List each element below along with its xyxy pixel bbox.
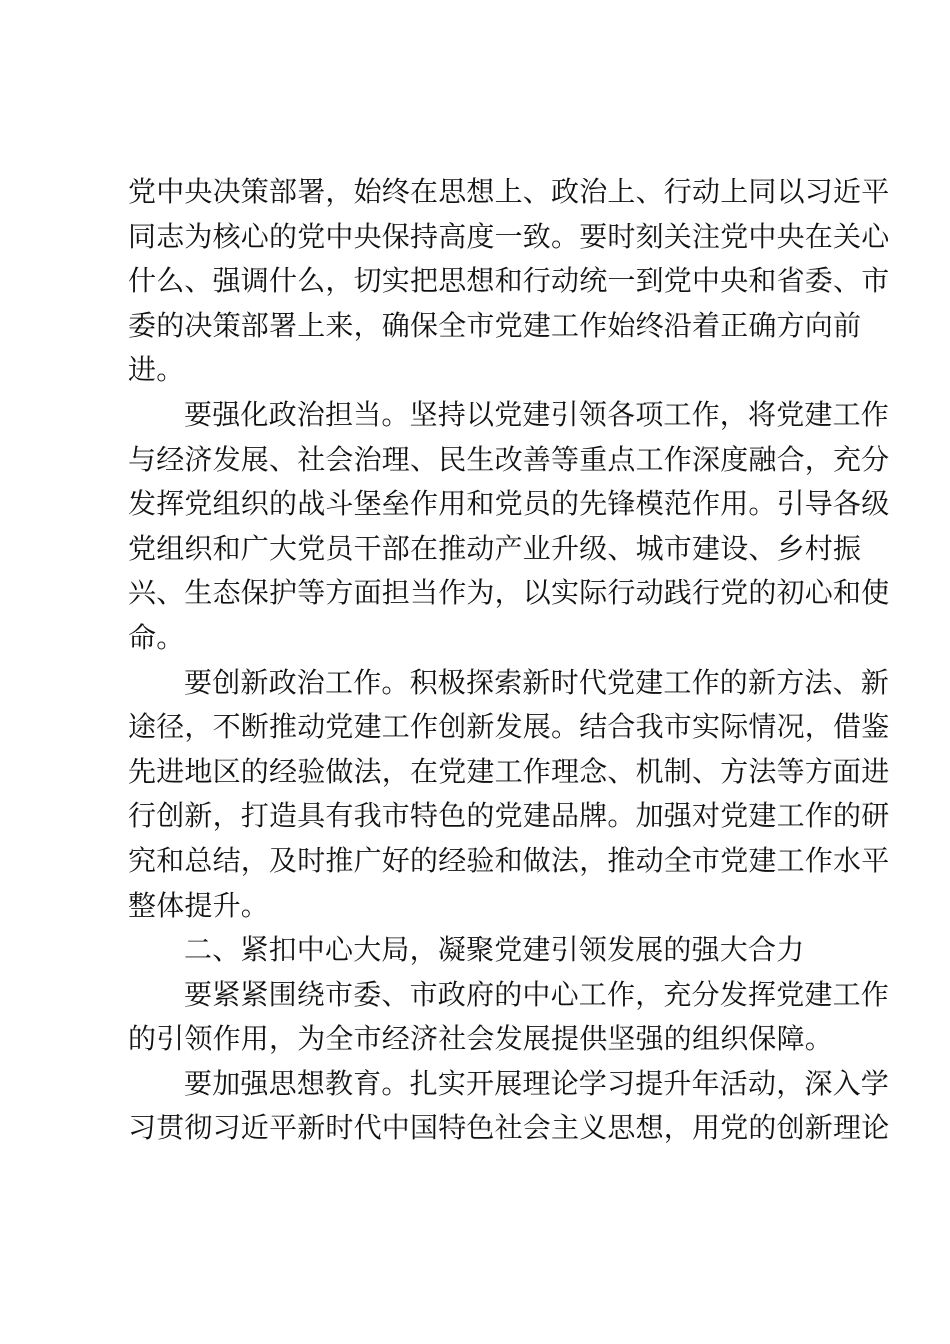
text-line: 与经济发展、社会治理、民生改善等重点工作深度融合，充分 xyxy=(128,442,890,476)
text-line: 习贯彻习近平新时代中国特色社会主义思想，用党的创新理论 xyxy=(128,1111,890,1145)
text-line: 途径，不断推动党建工作创新发展。结合我市实际情况，借鉴 xyxy=(128,710,890,744)
text-line: 兴、生态保护等方面担当作为，以实际行动践行党的初心和使 xyxy=(128,576,890,610)
paragraph-start-line: 要紧紧围绕市委、市政府的中心工作，充分发挥党建工作 xyxy=(184,977,890,1011)
paragraph-start-line: 要加强思想教育。扎实开展理论学习提升年活动，深入学 xyxy=(184,1066,890,1100)
text-line: 党组织和广大党员干部在推动产业升级、城市建设、乡村振 xyxy=(128,531,862,565)
text-line: 发挥党组织的战斗堡垒作用和党员的先锋模范作用。引导各级 xyxy=(128,487,890,521)
text-line: 委的决策部署上来，确保全市党建工作始终沿着正确方向前 xyxy=(128,308,862,342)
text-line: 整体提升。 xyxy=(128,888,270,922)
text-line: 什么、强调什么，切实把思想和行动统一到党中央和省委、市 xyxy=(128,264,890,298)
paragraph-start-line: 要创新政治工作。积极探索新时代党建工作的新方法、新 xyxy=(184,665,890,699)
paragraph-start-line: 要强化政治担当。坚持以党建引领各项工作，将党建工作 xyxy=(184,397,890,431)
text-line: 的引领作用，为全市经济社会发展提供坚强的组织保障。 xyxy=(128,1022,834,1056)
text-line: 先进地区的经验做法，在党建工作理念、机制、方法等方面进 xyxy=(128,754,890,788)
text-line: 同志为核心的党中央保持高度一致。要时刻关注党中央在关心 xyxy=(128,219,890,253)
section-heading: 二、紧扣中心大局，凝聚党建引领发展的强大合力 xyxy=(184,933,805,967)
text-line: 命。 xyxy=(128,620,185,654)
text-line: 行创新，打造具有我市特色的党建品牌。加强对党建工作的研 xyxy=(128,799,890,833)
text-line: 究和总结，及时推广好的经验和做法，推动全市党建工作水平 xyxy=(128,843,890,877)
text-line: 进。 xyxy=(128,353,185,387)
document-body xyxy=(128,170,890,1151)
text-line: 党中央决策部署，始终在思想上、政治上、行动上同以习近平 xyxy=(128,175,890,208)
